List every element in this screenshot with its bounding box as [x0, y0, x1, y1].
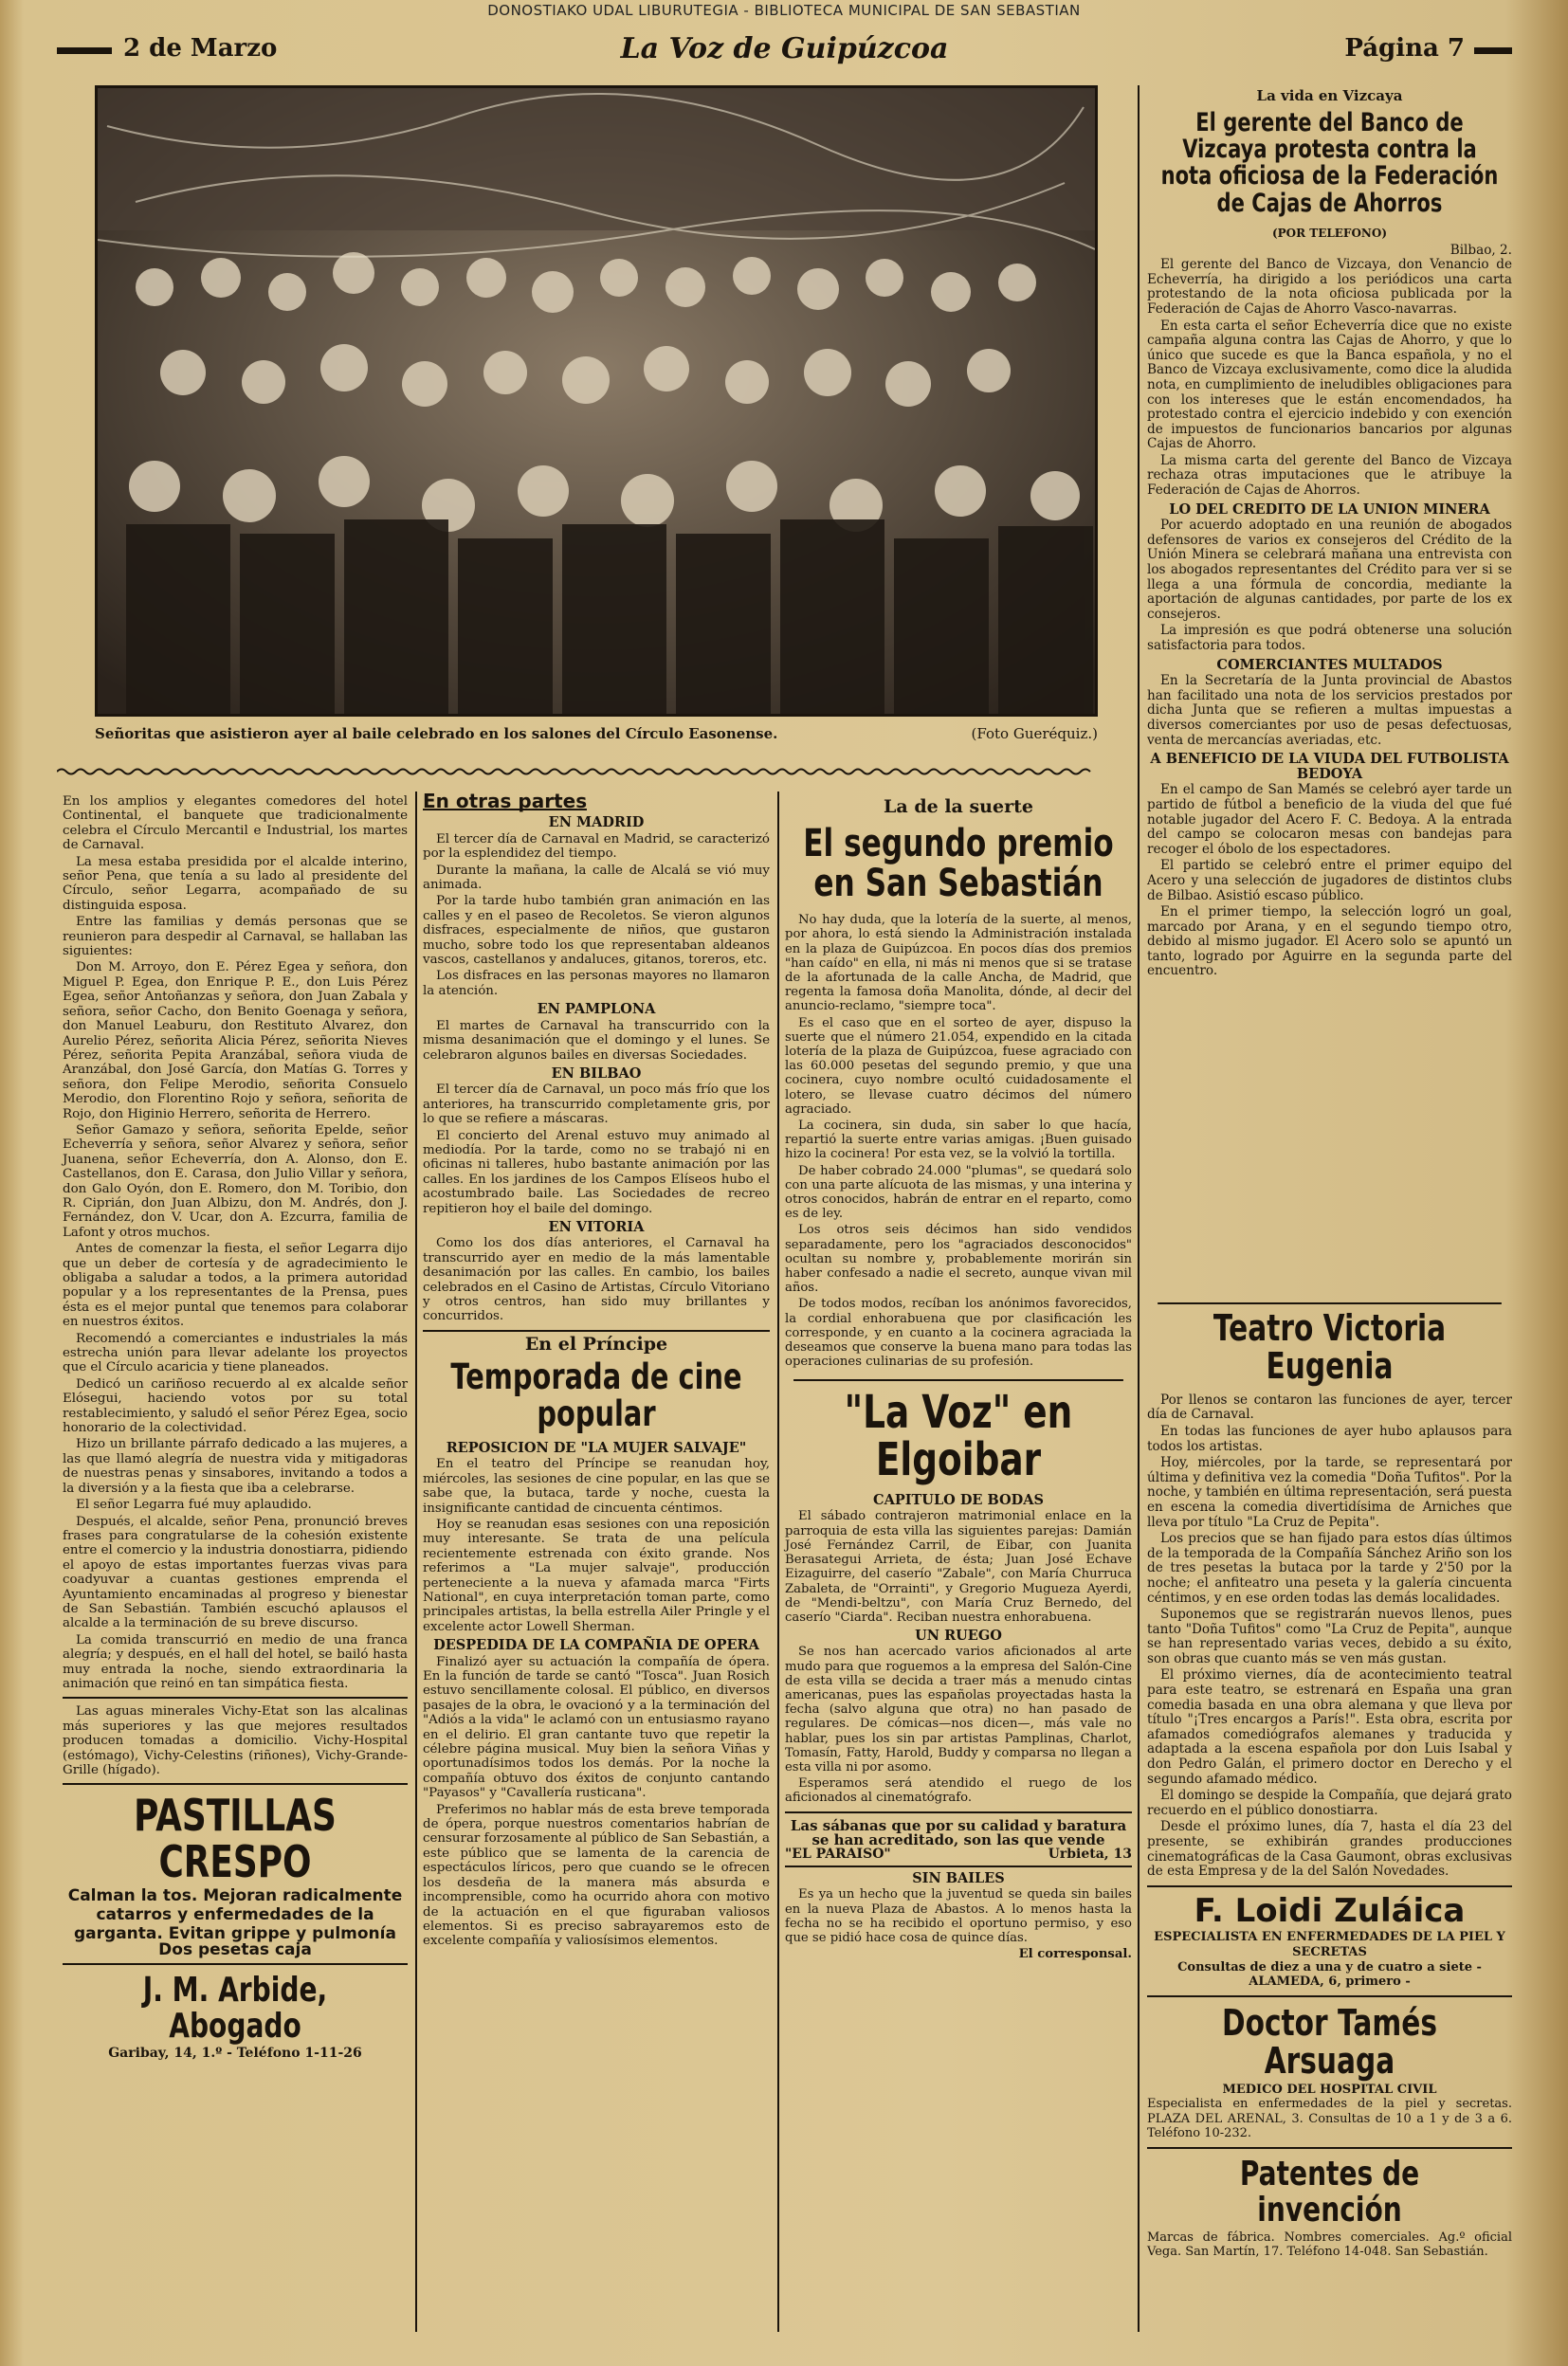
paragraph: El señor Legarra fué muy aplaudido.	[76, 1498, 312, 1513]
paragraph: La misma carta del gerente del Banco de Vizcaya rechaza otras imputaciones que le atribuye la Federación de Cajas de Ahorros.	[1147, 452, 1512, 499]
paragraph: Esperamos será atendido el ruego de los aficionados al cinematógrafo.	[785, 1776, 1132, 1806]
arbide-ad	[63, 1963, 408, 2061]
paragraph: La cocinera, sin duda, sin saber lo que hacía, repartió la suerte entre varias amigas. ¡Buen guisado hizo la cocinera! Por esta vez, se la volvió la tortilla.	[785, 1119, 1132, 1162]
ad-title: Patentes de invención	[1239, 2155, 1420, 2230]
column-rule	[415, 792, 417, 2332]
ad-text: Las sábanas que por su calidad y baratura se han acreditado, son las que vende	[790, 1816, 1127, 1848]
paragraph: Las aguas minerales Vichy-Etat son las alcalinas más superiores y las que mejores resultados producen tomadas a domicilio. Vichy-Hospital (estómago), Vichy-Celestins (riñones), Vichy-Grande-Grille (hígado).	[63, 1704, 408, 1777]
photo-credit: (Foto Gueréquiz.)	[971, 725, 1098, 742]
signoff: El corresponsal.	[1018, 1947, 1132, 1962]
article-headline: El gerente del Banco de Vizcaya protesta contra la nota oficiosa de la Federación de Cajas de Ahorros	[1160, 107, 1499, 218]
article-headline: Teatro Victoria Eugenia	[1158, 1302, 1502, 1386]
vichy-notice	[63, 1697, 408, 1777]
subheading: EN VITORIA	[548, 1218, 645, 1235]
paragraph: Recomendó a comerciantes e industriales la más estrecha unión para llevar adelante los proyectos que el Círculo acaricia y tiene planeados.	[63, 1331, 408, 1375]
banquet-article	[63, 794, 408, 2061]
paragraph: El sábado contrajeron matrimonial enlace en la parroquia de esta villa las siguientes parejas: Damián José Fernández Carril, de Eibar, con Juanita Berasategui Arrieta, de ésta; Juan José Echave Eizaguirre, del caserío "Zabale", con María Churruca Zabaleta, de "Orrainti", y Gregorio Mugueza Ayerdi, de "Mendi-beltzu", con María Cruz Bernedo, del caserío "Ciarda". Reciban nuestra enhorabuena.	[785, 1509, 1132, 1625]
ad-title: F. Loidi Zuláica	[1194, 1891, 1466, 1930]
subheading: EN BILBAO	[551, 1065, 642, 1082]
article-kicker: La vida en Vizcaya	[1256, 87, 1403, 104]
ad-title: PASTILLAS CRESPO	[134, 1790, 337, 1887]
subheading: REPOSICION DE "LA MUJER SALVAJE"	[446, 1439, 747, 1456]
subheading: EN MADRID	[548, 814, 645, 831]
ad-subtitle: MEDICO DEL HOSPITAL CIVIL	[1222, 2082, 1437, 2097]
paragraph: La impresión es que podrá obtenerse una solución satisfactoria para todos.	[1147, 623, 1512, 653]
ad-text: Consultas de diez a una y de cuatro a siete - ALAMEDA, 6, primero -	[1177, 1959, 1482, 1990]
paragraph: Hizo un brillante párrafo dedicado a las mujeres, a las que llamó alegría de nuestra vida y mitigadoras de nuestras penas y sinsabores, invitando a todos a la diversión y a la fiesta que iba a celebrarse.	[63, 1437, 408, 1496]
other-parts-article	[423, 790, 770, 1951]
paragraph: En todas las funciones de ayer hubo aplausos para todos los artistas.	[1147, 1423, 1512, 1454]
crowd-photo-icon	[98, 88, 1095, 714]
theater-article	[1147, 1299, 1512, 2260]
pastillas-crespo-ad	[63, 1783, 408, 1957]
article-headline: El segundo premio en San Sebastián	[803, 822, 1114, 906]
paragraph: La mesa estaba presidida por el alcalde interino, señor Pena, que tenía a su lado al presidente del Círculo, señor Legarra, acompañado de su distinguida esposa.	[63, 854, 408, 913]
caption-text: Señoritas que asistieron ayer al baile celebrado en los salones del Círculo Easonense.	[95, 725, 778, 742]
masthead	[57, 34, 1512, 66]
paragraph: Finalizó ayer su actuación la compañía de ópera. En la función de tarde se cantó "Tosca". Juan Rosich estuvo sencillamente colosal. El público, en diversos pasajes de la obra, le ovacionó y a la terminación del "Adiós a la vida" le aclamó con un entusiasmo rayano en el delirio. El gran cantante tuvo que repetir la célebre página musical. Muy bien la señora Viñas y oportunadísimos todos los demás. Por la noche la compañía obtuvo dos éxitos de conjunto cantando "Payasos" y "Cavallería rusticana".	[423, 1654, 770, 1801]
paragraph: Por llenos se contaron las funciones de ayer, tercer día de Carnaval.	[1147, 1392, 1512, 1423]
patentes-ad	[1147, 2147, 1512, 2260]
ad-text: Garibay, 14, 1.º - Teléfono 1-11-26	[108, 2046, 362, 2061]
paragraph: Durante la mañana, la calle de Alcalá se vió muy animada.	[423, 863, 770, 893]
ad-shop: "EL PARAISO"	[785, 1846, 891, 1862]
paragraph: Antes de comenzar la fiesta, el señor Legarra dijo que un deber de cortesía y de agradecimiento le obligaba a saludar a todos, a la primera autoridad popular y a los representantes de la Prensa, pues ésta es el mejor puntal que tenemos para colaborar en nuestros éxitos.	[63, 1242, 408, 1330]
el-paraiso-ad	[785, 1811, 1132, 1868]
paragraph: Es ya un hecho que la juventud se queda sin bailes en la nueva Plaza de Abastos. A lo menos hasta la fecha no se ha recibido el oportuno permiso, y eso que se pidió hace cosa de quince días.	[785, 1887, 1132, 1945]
subheading: A BENEFICIO DE LA VIUDA DEL FUTBOLISTA BEDOYA	[1150, 751, 1509, 782]
paragraph: Los precios que se han fijado para estos días últimos de la temporada de la Compañía Sánchez Ariño son los de tres pesetas la butaca por la tarde y 2'50 por la noche; el anfiteatro una peseta y la galería cincuenta céntimos, y en ese orden todas las demás localidades.	[1147, 1531, 1512, 1606]
carnival-photo	[95, 85, 1098, 717]
paragraph: En esta carta el señor Echeverría dice que no existe campaña alguna contra las Cajas de Ahorro, y que lo único que sucede es que la Banca española, y no el Banco de Vizcaya exclusivamente, como dice la aludida nota, en cumplimiento de ineludibles obligaciones para con los intereses que le están encomendados, ha protestado contra el ejercicio indebido y con exención de impuestos de funcionarios bancarios por algunas Cajas de Ahorro.	[1147, 318, 1512, 452]
subheading: COMERCIANTES MULTADOS	[1216, 656, 1443, 673]
paragraph: El partido se celebró entre el primer equipo del Acero y una selección de jugadores de distintos clubs de Bilbao. Asistió escaso público.	[1147, 858, 1512, 903]
paragraph: Hoy, miércoles, por la tarde, se representará por última y definitiva vez la comedia "Doña Tufitos". Por la noche, y también en última representación, será puesta en escena la comedia divertidísima de Arniches que lleva por título "La Cruz de Pepita".	[1147, 1455, 1512, 1530]
photo-caption	[95, 725, 1098, 742]
paragraph: Desde el próximo lunes, día 7, hasta el día 23 del presente, se exhibirán grandes producciones cinematográficas de la Casa Gaumont, obras exclusivas de esta Empresa y de la del Salón Novedades.	[1147, 1819, 1512, 1880]
paragraph: Los disfraces en las personas mayores no llamaron la atención.	[423, 969, 770, 998]
paragraph: En los amplios y elegantes comedores del hotel Continental, el banquete que tradicionalmente celebra el Círculo Mercantil e Industrial, los martes de Carnaval.	[63, 794, 408, 853]
paragraph: Suponemos que se registrarán nuevos llenos, pues tanto "Doña Tufitos" como "La Cruz de Pepita", aunque se han representado varias veces, debido a su éxito, son obras que cuanto más se ven más gustan.	[1147, 1607, 1512, 1666]
paragraph: En el teatro del Príncipe se reanudan hoy, miércoles, las sesiones de cine popular, en las que se sabe que, la butaca, tarde y noche, cuesta la insignificante cantidad de cincuenta céntimos.	[423, 1457, 770, 1516]
page-number: Página 7	[1344, 34, 1465, 63]
lottery-article	[785, 794, 1132, 1961]
paragraph: En el primer tiempo, la selección logró un goal, marcado por Arana, y en el segundo tiempo otro, debido al mismo jugador. El Acero solo se apuntó un tanto, logrado por Aguirre en la segunda parte del encuentro.	[1147, 904, 1512, 979]
library-banner: DONOSTIAKO UDAL LIBURUTEGIA - BIBLIOTECA MUNICIPAL DE SAN SEBASTIAN	[487, 2, 1081, 19]
paragraph: El próximo viernes, día de acontecimiento teatral para este teatro, se estrenará en España una gran comedia basada en una obra alemana y que lleva por título "¡Tres encargos a París!". Esta obra, escrita por afamados comediógrafos alemanes y traducida y adaptada a la escena española por don Luis Isabal y don Pedro Galán, el primero doctor en Derecho y el segundo afamado médico.	[1147, 1667, 1512, 1787]
subheading: EN PAMPLONA	[537, 1001, 656, 1018]
paragraph: El concierto del Arenal estuvo muy animado al mediodía. Por la tarde, como no se trabajó ni en oficinas ni talleres, hubo bastante animación por las calles. En los jardines de los Campos Elíseos hubo el acostumbrado baile. Las Sociedades de recreo repitieron hoy el baile del domingo.	[423, 1128, 770, 1216]
paragraph: En la Secretaría de la Junta provincial de Abastos han facilitado una nota de los servicios prestados por dicha Junta que se refieren a multas impuestas a diversos comerciantes por uso de pesas defectuosas, venta de mercancías averiadas, etc.	[1147, 673, 1512, 748]
article-kicker: En el Príncipe	[423, 1330, 770, 1352]
wavy-divider-icon	[57, 766, 1147, 777]
paragraph: Después, el alcalde, señor Pena, pronunció breves frases para congratularse de la cohesión existente entre el comercio y la industria donostiarra, pidiendo el apoyo de estas importantes fuerzas vivas para coadyuvar a cuantas gestiones emprenda el Ayuntamiento encaminadas al progreso y bienestar de San Sebastián. También escuchó aplausos el alcalde a la terminación de su breve discurso.	[63, 1514, 408, 1631]
article-kicker: La de la suerte	[884, 796, 1033, 817]
ad-footer	[785, 1847, 1132, 1862]
paragraph: No hay duda, que la lotería de la suerte, al menos, por ahora, lo está siendo la Administración instalada en la plaza de Guipúzcoa. En pocos días dos premios "han caído" en ella, ni más ni menos que si se tratase de la afortunada de la calle Ancha, de Madrid, que regenta la famosa doña Manolita, dónde, al decir del anuncio-reclamo, "siempre toca".	[785, 913, 1132, 1014]
subheading: UN RUEGO	[915, 1628, 1002, 1645]
article-headline: Temporada de cine popular	[450, 1356, 742, 1435]
column-rule	[1138, 85, 1140, 2332]
ad-subtitle: ESPECIALISTA EN ENFERMEDADES DE LA PIEL Y SECRETAS	[1154, 1930, 1505, 1960]
paragraph: De haber cobrado 24.000 "plumas", se quedará solo con una parte alícuota de las mismas, y una interina y otros conocidos, habrán de entrar en el reparto, como es de ley.	[785, 1163, 1132, 1222]
ad-title: Doctor Tamés Arsuaga	[1221, 2001, 1438, 2082]
paragraph: El gerente del Banco de Vizcaya, don Venancio de Echeverría, ha dirigido a los periódicos una carta protestando de la nota oficiosa publicada por la Federación de Cajas de Ahorro Vasco-navarras.	[1147, 257, 1512, 317]
paragraph: Se nos han acercado varios aficionados al arte mudo para que roguemos a la empresa del Salón-Cine de esta villa se decida a traer más a menudo cintas americanas, pues las españolas proyectadas hasta la fecha (salvo alguna que otra) no han pasado de regulares. De cómicas—nos dicen—, más vale no hablar, pues los sin par artistas Pamplinas, Charlot, Tomasín, Fatty, Harold, Buddy y comparsa no llegan a esta villa ni por asomo.	[785, 1645, 1132, 1774]
paragraph: Como los dos días anteriores, el Carnaval ha transcurrido ayer en medio de la más lamentable desanimación por las calles. En cambio, los bailes celebrados en el Casino de Artistas, Círculo Vitoriano y otros centros, han sido muy brillantes y concurridos.	[423, 1236, 770, 1324]
article-byline: (POR TELEFONO)	[1271, 226, 1388, 240]
article-headline: "La Voz" en Elgoibar	[793, 1379, 1123, 1484]
ad-address: Urbieta, 13	[1048, 1846, 1132, 1862]
paragraph: El domingo se despide la Compañía, que dejará grato recuerdo en el público donostiarra.	[1147, 1788, 1512, 1818]
subheading: SIN BAILES	[912, 1870, 1005, 1887]
masthead-rule-right	[1474, 47, 1512, 54]
paragraph: Hoy se reanudan esas sesiones con una reposición muy interesante. Se trata de una película recientemente estrenada con éxito grande. Nos referimos a "La mujer salvaje", producción perteneciente a la nueva y afamada marca "Firts National", en cuya interpretación toman parte, como principales artistas, la bella estrella Ailer Pringle y el excelente actor Lowell Sherman.	[423, 1517, 770, 1634]
paragraph: Don M. Arroyo, don E. Pérez Egea y señora, don Miguel P. Egea, don Enrique P. E., don Luis Pérez Egea, señor Antoñanzas y señora, don Juan Zabala y señora, señor Cacho, don Benito Goenaga y señora, don Manuel Leaburu, don Restituto Alvarez, don Aurelio Pérez, señorita Alicia Pérez, señorita Nieves Pérez, señorita Pepita Aranzábal, señora viuda de Aranzábal, don José García, don Matías G. Torres y señora, don Felipe Merodio, señorita Consuelo Merodio, don Florentino Rojo y señora, señorita de Rojo, don Higinio Herrero, señorita de Herrero.	[63, 960, 408, 1121]
paragraph: En el campo de San Mamés se celebró ayer tarde un partido de fútbol a beneficio de la viuda del que fué notable jugador del Acero F. C. Bedoya. A la entrada del campo se colocaron mesas con bandejas para recoger el óbolo de los espectadores.	[1147, 782, 1512, 857]
paragraph: El martes de Carnaval ha transcurrido con la misma desanimación que el domingo y el lunes. Se celebraron algunos bailes en diversas Sociedades.	[423, 1018, 770, 1063]
paragraph: Los otros seis décimos han sido vendidos separadamente, pero los "agraciados desconocidos" ocultan su nombre y, probablemente morirán sin haber confesado a nadie el secreto, aunque vivan mil años.	[785, 1223, 1132, 1296]
column-rule	[777, 792, 779, 2332]
paragraph: Señor Gamazo y señora, señorita Epelde, señor Echeverría y señora, señor Alvarez y señora, señor Juanena, señor Echeverría, don A. Alonso, don E. Castellanos, don E. Carasa, don Julio Villar y señora, don Galo Oyón, don E. Romero, don M. Toribio, don R. Ciprián, don Juan Albizu, don M. Andrés, don J. Fernández, don V. Ucar, don A. Ezcurra, familia de Lafont y otros muchos.	[63, 1122, 408, 1240]
vizcaya-article	[1147, 83, 1512, 981]
paragraph: De todos modos, recíban los anónimos favorecidos, la cordial enhorabuena que por clasificación les corresponde, y en cuanto a la cocinera agraciada la deseamos que conserve la buena mano para todas las operaciones culinarias de su profesión.	[785, 1297, 1132, 1370]
paragraph: Es el caso que en el sorteo de ayer, dispuso la suerte que el número 21.054, expendido en la citada lotería de la plaza de Guipúzcoa, fuese agraciado con las 60.000 pesetas del segundo premio, y que una cocinera, cuyo nombre ocultó cuidadosamente el lotero, se llevase cuatro décimos del número agraciado.	[785, 1015, 1132, 1117]
ad-title: J. M. Arbide, Abogado	[142, 1971, 328, 2047]
tames-ad	[1147, 1995, 1512, 2141]
paragraph: El tercer día de Carnaval, un poco más frío que los anteriores, ha transcurrido completamente gris, por lo que se refiere a máscaras.	[423, 1083, 770, 1127]
paragraph: Por acuerdo adoptado en una reunión de abogados defensores de varios ex consejeros del Crédito de la Unión Minera se celebrará mañana una entrevista con los abogados representantes del Crédito para ver si se llega a una fórmula de concordia, mediante la aportación de algunas cantidades, por parte de los ex consejeros.	[1147, 518, 1512, 622]
ad-text: Especialista en enfermedades de la piel y secretas. PLAZA DEL ARENAL, 3. Consultas de 10 a 1 y de 3 a 6. Teléfono 10-232.	[1147, 2097, 1512, 2141]
ad-text: Marcas de fábrica. Nombres comerciales. Ag.º oficial Vega. San Martín, 17. Teléfono 14-048. San Sebastián.	[1147, 2230, 1512, 2260]
paragraph: Dedicó un cariñoso recuerdo al ex alcalde señor Elósegui, haciendo votos por su total restablecimiento, y saludó el señor Pérez Egea, socio honorario de la colectividad.	[63, 1376, 408, 1436]
subheading: CAPITULO DE BODAS	[873, 1492, 1044, 1509]
newspaper-title: La Voz de Guipúzcoa	[620, 32, 949, 65]
paragraph: La comida transcurrió en medio de una franca alegría; y después, en el hall del hotel, se bailó hasta muy entrada la noche, siendo extraordinaria la animación que reinó en tan simpática fiesta.	[63, 1632, 408, 1691]
paragraph: El tercer día de Carnaval en Madrid, se caracterizó por la esplendidez del tiempo.	[423, 831, 770, 862]
paragraph: Preferimos no hablar más de esta breve temporada de ópera, porque nuestros comentarios habrían de censurar forzosamente al público de San Sebastián, a este público que se lamenta de la carencia de espectáculos líricos, pero que cuando se le ofrecen los desdeña de la manera más absurda e incomprensible, como ha ocurrido ahora con motivo de la actuación en el que figuraban valiosos elementos. Si es preciso sabrayaremos esto de excelente compañía y valiosísimos elementos.	[423, 1802, 770, 1949]
paragraph: Entre las familias y demás personas que se reunieron para despedir al Carnaval, se hallaban las siguientes:	[63, 915, 408, 959]
ad-price: Dos pesetas caja	[158, 1940, 312, 1959]
paragraph: Por la tarde hubo también gran animación en las calles y en el paseo de Recoletos. Se vieron algunos disfraces, especialmente de niños, que gustaron mucho, sobre todo los que representaban aldeanos vascos, castellanos y andaluces, gitanos, toreros, etc.	[423, 894, 770, 968]
loidi-ad	[1147, 1885, 1512, 1990]
article-dateline: Bilbao, 2.	[1449, 242, 1512, 258]
ad-text: Calman la tos. Mejoran radicalmente catarros y enfermedades de la garganta. Evitan grippe y pulmonía	[67, 1886, 403, 1943]
subheading: DESPEDIDA DE LA COMPAÑIA DE OPERA	[433, 1637, 759, 1654]
subheading: LO DEL CREDITO DE LA UNION MINERA	[1169, 500, 1490, 518]
issue-date: 2 de Marzo	[123, 34, 278, 63]
section-header: En otras partes	[423, 790, 588, 812]
